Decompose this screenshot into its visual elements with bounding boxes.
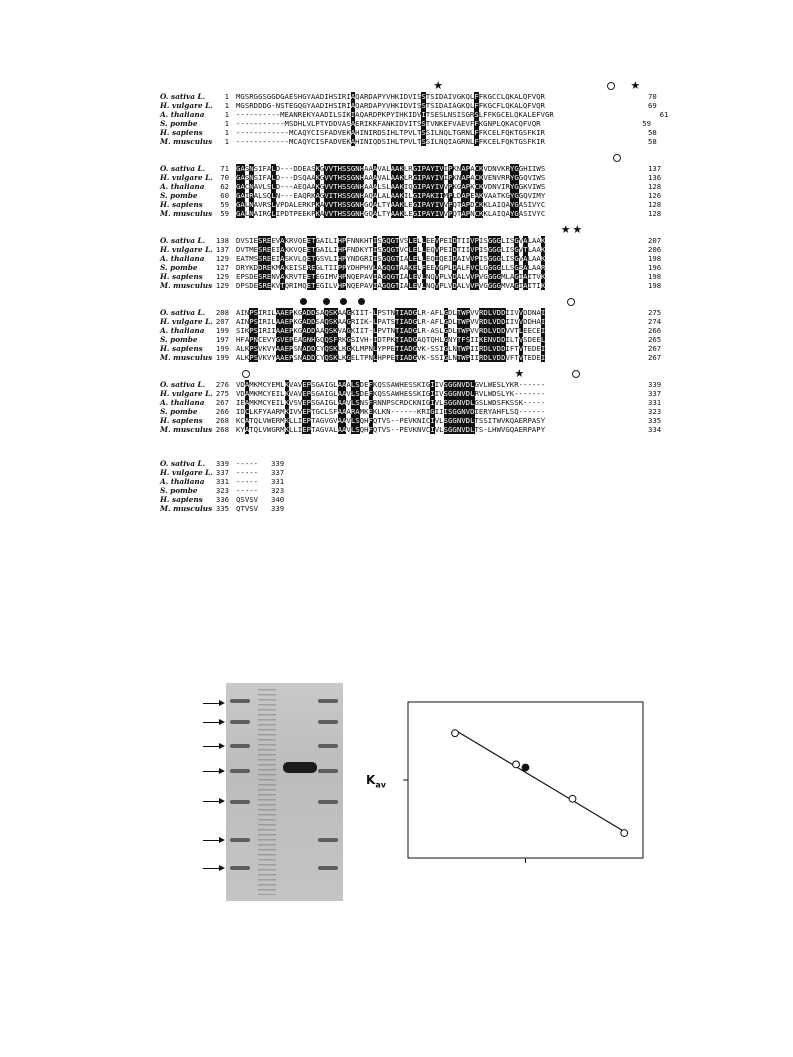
marker-band — [318, 838, 338, 842]
star-marker-icon: ★ — [433, 79, 444, 92]
open-circle-marker-icon — [567, 298, 575, 306]
start-position: 337 — [215, 468, 229, 477]
sequence-text: HFAPNCEVYGVEPEAGNHGQQSFRKGSIVH-IDTPKTIADGAQTQHLGNYTFSIIKENVDDILTVSDEEL — [236, 335, 546, 344]
end-position: 340 — [271, 495, 285, 504]
alignment-row — [0, 101, 793, 110]
open-circle-marker-icon — [607, 82, 615, 90]
marker-arrow-icon — [203, 801, 223, 802]
sequence-text: IEAMKMCYEILKVSVEPSGAIGLAAVLSNSFRNNPSCRDCKNIGIVLSGGNVDLGSLWDSFKSSK----- — [236, 398, 546, 407]
alignment-row — [0, 335, 793, 344]
species-name: S. pombe — [160, 119, 198, 128]
alignment-row — [0, 477, 793, 486]
start-position: 127 — [215, 263, 229, 272]
sequence-text: AINPSIRILAAEPKGADDSAQSKAAGRIIK-LPATSTIADGLR-AFLGDLTWPVVRDLVDDIIVVDDHAI — [236, 317, 546, 326]
start-position: 137 — [215, 245, 229, 254]
open-circle-marker-icon — [572, 370, 580, 378]
species-name: H. sapiens — [160, 495, 203, 504]
species-name: O. sativa L. — [160, 164, 206, 173]
sequence-text: DPSDESREKVTQRIMQETEGILVHPNQEPAVIAGQGTIALEVLNQVPLVDALVVPVGGGGMVAGIAITIK — [236, 281, 546, 290]
species-name: H. vulgare L. — [160, 173, 213, 182]
end-position: 61 — [659, 110, 669, 119]
alignment-row — [0, 182, 793, 191]
marker-band — [230, 699, 250, 703]
alignment-row — [0, 317, 793, 326]
species-name: A. thaliana — [160, 398, 205, 407]
sequence-text: DVSIESREEVAKRVQEETGAILIHPFNNKHTISGQGTVSLELLEEVPEIDTIIVPISGGGLISGVALAAK — [236, 236, 546, 245]
marker-band — [318, 699, 338, 703]
marker-lane-right — [316, 683, 340, 901]
start-position: 323 — [215, 486, 229, 495]
end-position: 339 — [271, 504, 285, 513]
sequence-text: KCATQLVWERMKLLIEPTAGVGVAAVLSQHFQTVS--PEVKNICIVLSGGNVDLTSSITWVKQAERPASY — [236, 416, 546, 425]
marker-lane-left — [228, 683, 252, 901]
alignment-row — [0, 344, 793, 353]
start-position: 1 — [224, 119, 229, 128]
alignment-row — [0, 353, 793, 362]
end-position: 339 — [648, 380, 662, 389]
species-name: H. vulgare L. — [160, 317, 213, 326]
alignment-block — [0, 308, 793, 374]
start-position: 1 — [224, 128, 229, 137]
sequence-text: GACNAVLSLD---AEQAAKGVVTHSSGNHAAALSLAAKIQGIPAYIVVPKGAPKCKVDNVIRYGGKVIWS — [236, 182, 546, 191]
marker-band — [230, 720, 250, 724]
end-position: 331 — [271, 477, 285, 486]
species-name: S. pombe — [160, 486, 198, 495]
end-position: 331 — [648, 398, 662, 407]
sequence-text: ------------MCAQYCISFADVEKAHINIRDSIHLTPVLTSSILNQLTGRNLFFKCELFQKTGSFKIR — [236, 128, 545, 137]
start-position: 275 — [215, 389, 229, 398]
species-name: M. musculus — [160, 425, 213, 434]
y-axis-label: $K_{av}$ — [366, 773, 386, 790]
start-position: 339 — [215, 459, 229, 468]
alignment-block — [0, 79, 793, 158]
sequence-text: MGSRDDDG-NSTEGQGYAADIHSIRIAQARDAPYVHKIDVISSTSIDAIAGKQLFFKGCFLQKALQFVQR — [236, 101, 545, 110]
species-name: H. sapiens — [160, 128, 203, 137]
start-position: 199 — [215, 326, 229, 335]
alignment-row — [0, 263, 793, 272]
alignment-row — [0, 209, 793, 218]
start-position: 129 — [215, 254, 229, 263]
end-position: 323 — [271, 486, 285, 495]
marker-arrow-icon — [203, 703, 223, 704]
purified-protein-band — [283, 762, 317, 773]
end-position: 128 — [648, 209, 662, 218]
species-name: H. vulgare L. — [160, 245, 213, 254]
alignment-row — [0, 173, 793, 182]
alignment-row — [0, 308, 793, 317]
species-name: H. sapiens — [160, 272, 203, 281]
filled-dot-marker-icon — [358, 298, 365, 305]
alignment-block — [0, 367, 793, 446]
sequence-text: GAIRALSQLN---EAQRKAGVITHSSGNHAQALALAAKILGIPAKIIMPLDAPEAKVAATKGYGGQVIMY — [236, 191, 546, 200]
plot-frame — [408, 702, 643, 858]
marker-band — [230, 838, 250, 842]
alignment-row — [0, 380, 793, 389]
sequence-text: VDAMKMCYEILKVAVEPSGAIGLAAVLSDEFKQSSAWHESSKIGIIVSGGNVDLRVLWDSLYK------- — [236, 389, 546, 398]
species-name: M. musculus — [160, 209, 213, 218]
start-position: 129 — [215, 281, 229, 290]
end-position: 58 — [648, 128, 657, 137]
end-position: 70 — [648, 92, 657, 101]
start-position: 207 — [215, 317, 229, 326]
species-name: A. thaliana — [160, 182, 205, 191]
end-position: 337 — [271, 468, 285, 477]
alignment-row — [0, 272, 793, 281]
species-name: H. vulgare L. — [160, 101, 213, 110]
filled-dot-marker-icon — [323, 298, 330, 305]
sequence-text: DVTMESREEIAKKVQEETGAILIHPFNDKYTISGQGTVCLELLEQVPEIDTIIVPISGGGLISGVTLAAK — [236, 245, 546, 254]
species-name: S. pombe — [160, 263, 198, 272]
kav-calibration-plot — [368, 690, 648, 865]
start-position: 71 — [220, 164, 229, 173]
species-name: S. pombe — [160, 335, 198, 344]
open-data-point — [452, 730, 459, 737]
species-name: H. sapiens — [160, 344, 203, 353]
species-name: A. thaliana — [160, 110, 205, 119]
star-marker-icon: ★ — [514, 367, 525, 380]
marker-arrow-icon — [203, 746, 223, 747]
alignment-row — [0, 389, 793, 398]
alignment-row — [0, 254, 793, 263]
sequence-text: GALNAVRSLVPDALERKPKAVVTHSSGNHGQALTYAAKLEGIPAYIVVPQTAPDCKKLAIQAYGASIVYC — [236, 200, 546, 209]
sequence-text: GASNSIFALD---DDEASKGVVTHSSGNHAAAVALAAKLRGIPAYIVIPKNAPACKVDNVKRYGGHIIWS — [236, 164, 546, 173]
sequence-text: KYATQLVWGRMKLLIEPTAGVALAAVLSQHFQTVS--PEVKNVCIVLSGGNVDLTS-LHWVGQAERPAPY — [236, 425, 546, 434]
end-position: 267 — [648, 344, 662, 353]
end-position: 198 — [648, 254, 662, 263]
alignment-row — [0, 92, 793, 101]
sequence-text: DRYKDDREKMAKEISEREGLTIIPPYDHPHVLAGQGTAAKELFEEVGPLDALFVCLGGGGLLSGSALAAR — [236, 263, 546, 272]
sequence-text: AINPSIRILAAEPKGADDSAQSKAAGKIIT-LPSTNTIADGLR-AFLGDLTWPVVRDLVDDIIVVDDNAI — [236, 308, 546, 317]
end-position: 335 — [648, 416, 662, 425]
sequence-text: VDAMKMCYEMLKVAVEPSGAIGLAAALSDEFKQSSAWHESSKIGIIVSGGNVDLGVLWESLYKR------ — [236, 380, 546, 389]
alignment-block — [0, 164, 793, 230]
species-name: S. pombe — [160, 191, 198, 200]
species-name: A. thaliana — [160, 326, 205, 335]
species-name: O. sativa L. — [160, 92, 206, 101]
start-position: 268 — [215, 416, 229, 425]
sequence-text: MGSRGGSGGDGAESHGYAADIHSIRIAQARDAPYVHKIDVISSTSIDAIVGKQLFFKGCCLQKALQFVQR — [236, 92, 545, 101]
alignment-row — [0, 407, 793, 416]
start-position: 62 — [220, 182, 229, 191]
marker-band — [318, 800, 338, 804]
species-name: A. thaliana — [160, 254, 205, 263]
sequence-text: -----------MSDHLVLPTYDDVASAERIKKFANKIDVITSSTVNKEFVAEVFFKGNPLQKACQFVQR — [236, 119, 541, 128]
start-position: 1 — [224, 137, 229, 146]
start-position: 331 — [215, 477, 229, 486]
start-position: 1 — [224, 92, 229, 101]
species-name: H. sapiens — [160, 416, 203, 425]
end-position: 137 — [648, 164, 662, 173]
alignment-row — [0, 425, 793, 434]
end-position: 337 — [648, 389, 662, 398]
marker-arrow-icon — [203, 868, 223, 869]
alignment-row — [0, 495, 793, 504]
alignment-row — [0, 164, 793, 173]
marker-band — [230, 769, 250, 773]
start-position: 197 — [215, 335, 229, 344]
species-name: H. sapiens — [160, 200, 203, 209]
end-position: 59 — [642, 119, 651, 128]
start-position: 208 — [215, 308, 229, 317]
filled-data-point — [522, 764, 529, 771]
alignment-row — [0, 459, 793, 468]
end-position: 266 — [648, 326, 662, 335]
sequence-text: ALKPSVKVYAAEPSNADDCYQSKLKGKLMPNLYPPETIADGVK-SSIGLNTWPIIRDLVDDIFTVTEDEI — [236, 344, 546, 353]
start-position: 267 — [215, 398, 229, 407]
open-data-point — [513, 761, 520, 768]
alignment-block — [0, 459, 793, 525]
species-name: M. musculus — [160, 137, 213, 146]
end-position: 265 — [648, 335, 662, 344]
sequence-text: ----- — [236, 459, 259, 468]
end-position: 323 — [648, 407, 662, 416]
sequence-text: GALNAIRGLIPDTPEEKPKAVVTHSSGNHGQALTYAAKLEGIPAYIVVPQTAPNCKKLAIQAYGASIVYC — [236, 209, 546, 218]
start-position: 1 — [224, 110, 229, 119]
fit-line — [455, 730, 624, 831]
sequence-text: GASNSIFALD---DSQAAKGVVTHSSGNHAAAVALAAKLRGIPAYIVIPKNAPACKVENVRRYGGQVIWS — [236, 173, 546, 182]
open-circle-marker-icon — [613, 154, 621, 162]
end-position: 126 — [648, 191, 662, 200]
end-position: 339 — [271, 459, 285, 468]
start-position: 335 — [215, 504, 229, 513]
marker-band — [230, 800, 250, 804]
species-name: H. vulgare L. — [160, 389, 213, 398]
marker-band — [230, 744, 250, 748]
end-position: 334 — [648, 425, 662, 434]
alignment-row — [0, 245, 793, 254]
sequence-text: ALKPSVKVYAAEPSNADDCYQSKLKGELTPNLHPPETIADGVK-SSIGLNTWPIIRDLVDDVFTVTEDEI — [236, 353, 546, 362]
sequence-text: EATMSSREEIASKVLQETGSVLIHPYNDGRIISGQGTIALELLEQIQEIDAIVVPISGGGLISGVALAAK — [236, 254, 546, 263]
start-position: 266 — [215, 407, 229, 416]
alignment-row — [0, 110, 793, 119]
star-marker-icon: ★ — [572, 223, 583, 236]
sequence-text: ------------MCAQYCISFADVEKAHINIQDSIHLTPVLTSSILNQIAGRNLFFKCELFQKTGSFKIR — [236, 137, 545, 146]
species-name: O. sativa L. — [160, 308, 206, 317]
species-name: O. sativa L. — [160, 236, 206, 245]
marker-band — [318, 866, 338, 870]
species-name: M. musculus — [160, 353, 213, 362]
sequence-text: EPSDESRENVAKRVTEETEGIMVHPNQEPAVIAGQGTIALEVLNQVPLVDALVVPVGGGGMLAGIAITVK — [236, 272, 546, 281]
alignment-row — [0, 416, 793, 425]
start-position: 268 — [215, 425, 229, 434]
end-position: 207 — [648, 236, 662, 245]
start-position: 276 — [215, 380, 229, 389]
start-position: 60 — [220, 191, 229, 200]
sequence-text: ----- — [236, 477, 259, 486]
start-position: 59 — [220, 200, 229, 209]
species-name: M. musculus — [160, 504, 213, 513]
marker-arrow-icon — [203, 722, 223, 723]
end-position: 198 — [648, 281, 662, 290]
alignment-row — [0, 137, 793, 146]
start-position: 59 — [220, 209, 229, 218]
start-position: 129 — [215, 272, 229, 281]
species-name: S. pombe — [160, 407, 198, 416]
open-data-point — [621, 830, 628, 837]
start-position: 1 — [224, 101, 229, 110]
open-data-point — [569, 795, 576, 802]
alignment-row — [0, 398, 793, 407]
marker-arrow-icon — [203, 840, 223, 841]
sequence-text: ----- — [236, 468, 259, 477]
end-position: 128 — [648, 200, 662, 209]
alignment-row — [0, 191, 793, 200]
sequence-text: IDCLKFYAARMKIVVEPTGCLSFAAARAMKEKLKN------KRIGIIISGGNVDIERYAHFLSQ------ — [236, 407, 546, 416]
sds-page-gel — [226, 683, 343, 901]
alignment-row — [0, 504, 793, 513]
alignment-row — [0, 236, 793, 245]
species-name: O. sativa L. — [160, 380, 206, 389]
marker-band — [318, 744, 338, 748]
end-position: 58 — [648, 137, 657, 146]
sequence-text: ----- — [236, 486, 259, 495]
end-position: 136 — [648, 173, 662, 182]
end-position: 128 — [648, 182, 662, 191]
alignment-block — [0, 223, 793, 302]
sequence-text: QTVSV — [236, 504, 259, 513]
open-circle-marker-icon — [242, 370, 250, 378]
end-position: 198 — [648, 272, 662, 281]
crude-extract-lane — [258, 689, 276, 895]
sequence-text: QSVSV — [236, 495, 259, 504]
filled-dot-marker-icon — [300, 298, 307, 305]
end-position: 206 — [648, 245, 662, 254]
alignment-row — [0, 200, 793, 209]
alignment-row — [0, 486, 793, 495]
star-marker-icon: ★ — [560, 223, 571, 236]
sequence-text: ----------MEANREKYAADILSIKIAQARDPKPYIHKIDVITSESLNSISGRSLFFKGCELQKALEFVGR — [236, 110, 554, 119]
end-position: 275 — [648, 308, 662, 317]
marker-band — [318, 769, 338, 773]
start-position: 138 — [215, 236, 229, 245]
end-position: 69 — [648, 101, 657, 110]
start-position: 199 — [215, 353, 229, 362]
start-position: 70 — [220, 173, 229, 182]
alignment-row — [0, 281, 793, 290]
alignment-row — [0, 119, 793, 128]
alignment-row — [0, 128, 793, 137]
alignment-row — [0, 468, 793, 477]
alignment-row — [0, 326, 793, 335]
start-position: 336 — [215, 495, 229, 504]
filled-dot-marker-icon — [340, 298, 347, 305]
end-position: 274 — [648, 317, 662, 326]
start-position: 199 — [215, 344, 229, 353]
species-name: M. musculus — [160, 281, 213, 290]
sequence-text: SIKPSIRIIAAEPKGADDAAQSKVAGKIIT-LPVTNTIADGLR-ASLGDLTWPVVRDLVDDVVTLEECEI — [236, 326, 546, 335]
species-name: H. vulgare L. — [160, 468, 213, 477]
species-name: O. sativa L. — [160, 459, 206, 468]
marker-band — [230, 866, 250, 870]
star-marker-icon: ★ — [630, 79, 641, 92]
species-name: A. thaliana — [160, 477, 205, 486]
end-position: 196 — [648, 263, 662, 272]
end-position: 267 — [648, 353, 662, 362]
marker-arrow-icon — [203, 771, 223, 772]
marker-band — [318, 720, 338, 724]
